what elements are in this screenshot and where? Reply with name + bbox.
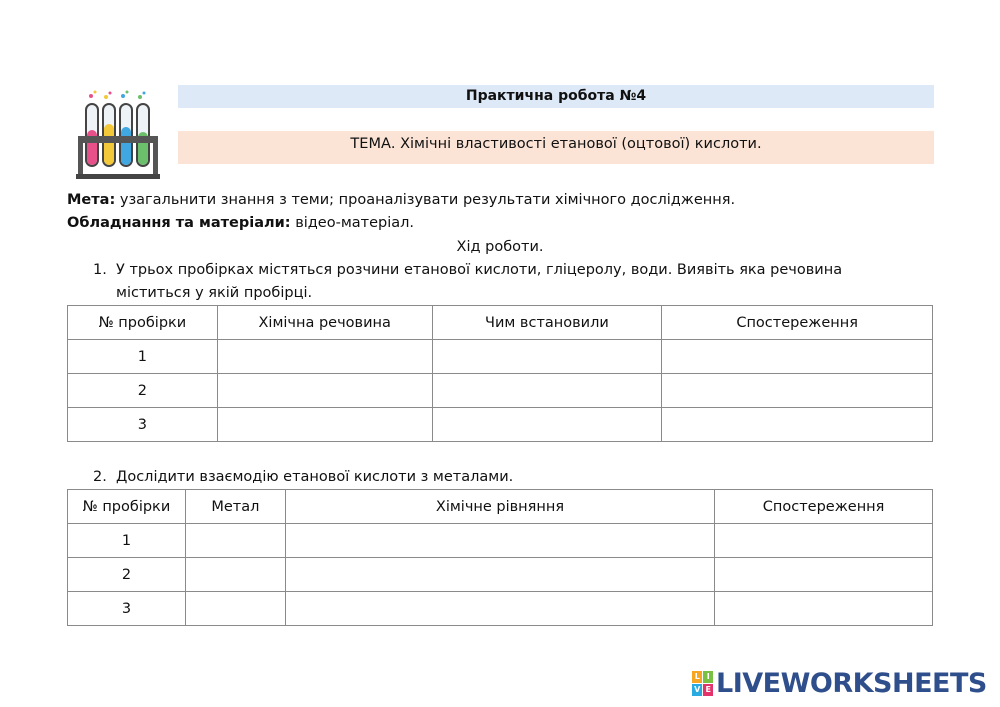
task1-table bbox=[67, 305, 933, 442]
liveworksheets-logo[interactable] bbox=[692, 668, 987, 699]
table-row bbox=[68, 408, 933, 442]
observation-input-cell[interactable] bbox=[715, 558, 933, 592]
tube-number-cell: 2 bbox=[68, 558, 186, 592]
equation-input-cell[interactable] bbox=[285, 592, 714, 626]
logo-mark-letter: V bbox=[692, 684, 702, 696]
logo-mark-letter: L bbox=[692, 671, 702, 683]
logo-mark-letter: I bbox=[703, 671, 713, 683]
substance-input-cell[interactable] bbox=[217, 340, 432, 374]
tube-number-cell: 3 bbox=[68, 592, 186, 626]
task2-table bbox=[67, 489, 933, 626]
table-row bbox=[68, 340, 933, 374]
logo-mark-letter: E bbox=[703, 684, 713, 696]
observation-input-cell[interactable] bbox=[662, 340, 933, 374]
equation-input-cell[interactable] bbox=[285, 558, 714, 592]
tube-number-cell: 1 bbox=[68, 340, 218, 374]
tube-number-cell: 3 bbox=[68, 408, 218, 442]
table-row bbox=[68, 374, 933, 408]
header-cell: Хімічна речовина bbox=[217, 306, 432, 340]
table-header-row bbox=[68, 306, 933, 340]
table-row bbox=[68, 558, 933, 592]
goal-text: узагальнити знання з теми; проаналізувати результати хімічного дослідження. bbox=[115, 192, 736, 208]
test-tubes-icon bbox=[76, 90, 160, 180]
equipment-label: Обладнання та матеріали: bbox=[67, 215, 291, 231]
header-cell: Метал bbox=[185, 490, 285, 524]
task1-text-line1: У трьох пробірках містяться розчини етанової кислоти, гліцеролу, води. Виявіть яка речовина bbox=[116, 262, 843, 278]
page-title: Практична робота №4 bbox=[178, 85, 934, 108]
equation-input-cell[interactable] bbox=[285, 524, 714, 558]
topic-banner: ТЕМА. Хімічні властивості етанової (оцтової) кислоти. bbox=[178, 131, 934, 164]
logo-text: LIVEWORKSHEETS bbox=[716, 668, 987, 699]
metal-input-cell[interactable] bbox=[185, 592, 285, 626]
goal-label: Мета: bbox=[67, 192, 116, 208]
header-cell: № пробірки bbox=[68, 490, 186, 524]
equipment-text: відео-матеріал. bbox=[290, 215, 415, 231]
task2-number: 2. bbox=[93, 469, 107, 485]
observation-input-cell[interactable] bbox=[662, 374, 933, 408]
method-input-cell[interactable] bbox=[432, 340, 662, 374]
table-header-row bbox=[68, 490, 933, 524]
metal-input-cell[interactable] bbox=[185, 558, 285, 592]
header-cell: Спостереження bbox=[715, 490, 933, 524]
task1-text-line2: міститься у якій пробірці. bbox=[116, 285, 313, 301]
observation-input-cell[interactable] bbox=[715, 524, 933, 558]
substance-input-cell[interactable] bbox=[217, 374, 432, 408]
task2-text: Дослідити взаємодію етанової кислоти з металами. bbox=[116, 469, 514, 485]
header-cell: № пробірки bbox=[68, 306, 218, 340]
task1-number: 1. bbox=[93, 262, 107, 278]
observation-input-cell[interactable] bbox=[715, 592, 933, 626]
table-row bbox=[68, 592, 933, 626]
procedure-heading: Хід роботи. bbox=[456, 239, 544, 255]
header-cell: Хімічне рівняння bbox=[285, 490, 714, 524]
header-cell: Чим встановили bbox=[432, 306, 662, 340]
header-cell: Спостереження bbox=[662, 306, 933, 340]
method-input-cell[interactable] bbox=[432, 374, 662, 408]
tube-number-cell: 2 bbox=[68, 374, 218, 408]
logo-mark-icon bbox=[692, 671, 713, 696]
method-input-cell[interactable] bbox=[432, 408, 662, 442]
table-row bbox=[68, 524, 933, 558]
tube-number-cell: 1 bbox=[68, 524, 186, 558]
equipment-line bbox=[67, 215, 414, 231]
observation-input-cell[interactable] bbox=[662, 408, 933, 442]
goal-line bbox=[67, 192, 735, 208]
substance-input-cell[interactable] bbox=[217, 408, 432, 442]
metal-input-cell[interactable] bbox=[185, 524, 285, 558]
